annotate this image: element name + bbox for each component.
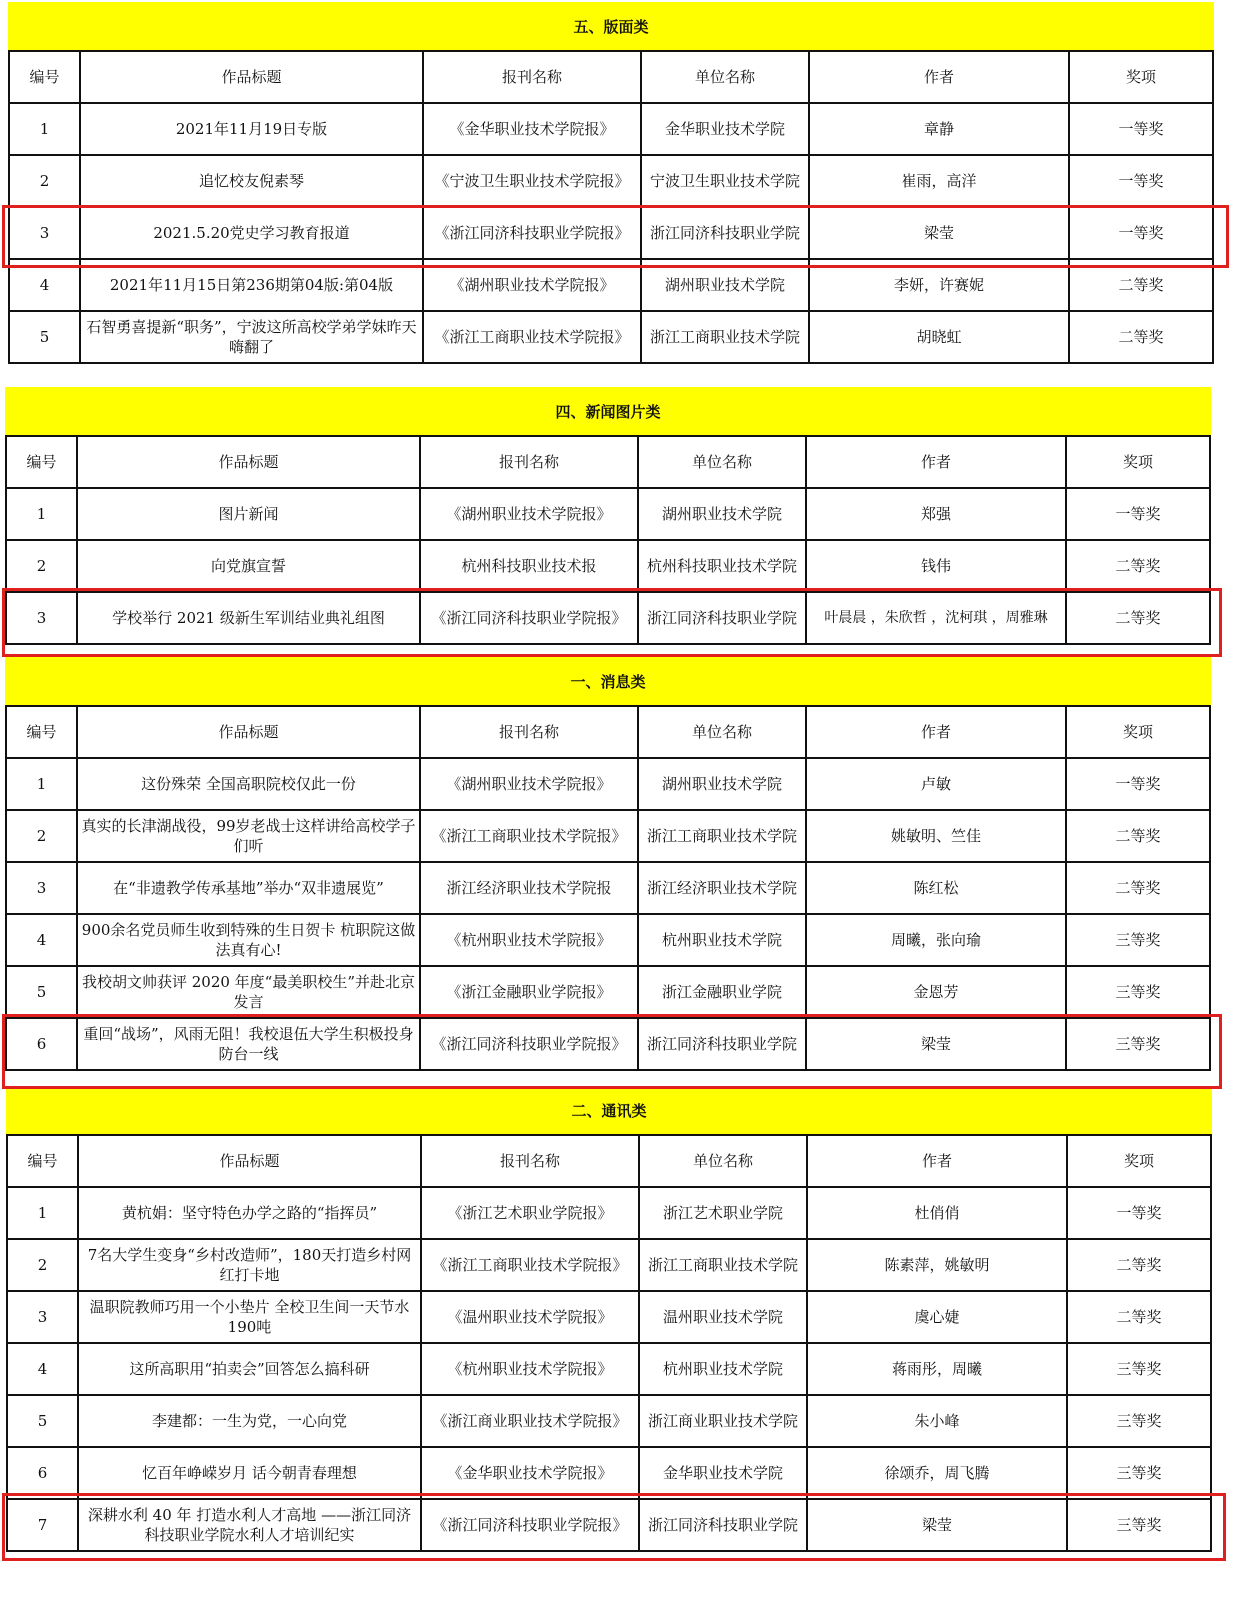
cell-award: 二等奖 bbox=[1069, 311, 1213, 363]
cell-publication: 《浙江同济科技职业学院报》 bbox=[420, 1018, 638, 1070]
header-number: 编号 bbox=[9, 51, 80, 103]
highlight-box bbox=[2, 1493, 1226, 1561]
cell-title: 重回“战场”，风雨无阻！我校退伍大学生积极投身防台一线 bbox=[77, 1018, 420, 1070]
cell-publication: 《浙江同济科技职业学院报》 bbox=[421, 1499, 639, 1551]
cell-publication: 《湖州职业技术学院报》 bbox=[420, 758, 638, 810]
cell-title: 在“非遗教学传承基地”举办“双非遗展览” bbox=[77, 862, 420, 914]
highlight-box bbox=[2, 588, 1222, 657]
cell-title: 图片新闻 bbox=[77, 488, 420, 540]
cell-number: 4 bbox=[6, 914, 77, 966]
cell-author: 姚敏明、竺佳 bbox=[806, 810, 1066, 862]
header-award: 奖项 bbox=[1066, 436, 1210, 488]
cell-author: 梁莹 bbox=[806, 1018, 1066, 1070]
cell-unit: 浙江同济科技职业学院 bbox=[638, 592, 806, 644]
cell-author: 梁莹 bbox=[809, 207, 1069, 259]
header-unit: 单位名称 bbox=[638, 706, 806, 758]
cell-number: 1 bbox=[7, 1187, 78, 1239]
cell-title: 2021年11月19日专版 bbox=[80, 103, 423, 155]
section-correspondence bbox=[6, 1086, 1212, 1552]
table-row bbox=[6, 758, 1210, 810]
cell-author: 虞心婕 bbox=[807, 1291, 1067, 1343]
cell-award: 二等奖 bbox=[1066, 592, 1210, 644]
cell-title: 忆百年峥嵘岁月 话今朝青春理想 bbox=[78, 1447, 421, 1499]
header-number: 编号 bbox=[7, 1135, 78, 1187]
table-row bbox=[7, 1187, 1211, 1239]
cell-title: 真实的长津湖战役，99岁老战士这样讲给高校学子们听 bbox=[77, 810, 420, 862]
section-title: 一、消息类 bbox=[5, 657, 1211, 705]
cell-publication: 《浙江商业职业技术学院报》 bbox=[421, 1395, 639, 1447]
section-title: 二、通讯类 bbox=[6, 1086, 1212, 1134]
cell-title: 2021.5.20党史学习教育报道 bbox=[80, 207, 423, 259]
table-row bbox=[7, 1395, 1211, 1447]
cell-author: 郑强 bbox=[806, 488, 1066, 540]
header-publication: 报刊名称 bbox=[420, 706, 638, 758]
cell-publication: 《浙江工商职业技术学院报》 bbox=[420, 810, 638, 862]
table-row bbox=[9, 103, 1213, 155]
cell-number: 2 bbox=[6, 540, 77, 592]
cell-award: 三等奖 bbox=[1066, 1018, 1210, 1070]
cell-title: 黄杭娟：坚守特色办学之路的“指挥员” bbox=[78, 1187, 421, 1239]
highlight-box bbox=[2, 205, 1229, 268]
cell-unit: 金华职业技术学院 bbox=[641, 103, 809, 155]
cell-title: 这所高职用“拍卖会”回答怎么搞科研 bbox=[78, 1343, 421, 1395]
cell-number: 5 bbox=[7, 1395, 78, 1447]
cell-award: 二等奖 bbox=[1066, 540, 1210, 592]
cell-award: 二等奖 bbox=[1069, 259, 1213, 311]
cell-publication: 《杭州职业技术学院报》 bbox=[421, 1343, 639, 1395]
cell-award: 一等奖 bbox=[1069, 155, 1213, 207]
table-row bbox=[7, 1343, 1211, 1395]
cell-award: 一等奖 bbox=[1067, 1187, 1211, 1239]
cell-number: 1 bbox=[9, 103, 80, 155]
cell-publication: 杭州科技职业技术报 bbox=[420, 540, 638, 592]
cell-number: 4 bbox=[7, 1343, 78, 1395]
cell-unit: 宁波卫生职业技术学院 bbox=[641, 155, 809, 207]
cell-publication: 《浙江工商职业技术学院报》 bbox=[423, 311, 641, 363]
header-publication: 报刊名称 bbox=[421, 1135, 639, 1187]
cell-publication: 《金华职业技术学院报》 bbox=[421, 1447, 639, 1499]
cell-award: 二等奖 bbox=[1066, 810, 1210, 862]
cell-award: 三等奖 bbox=[1066, 914, 1210, 966]
table-header-row bbox=[6, 706, 1210, 758]
cell-unit: 浙江商业职业技术学院 bbox=[639, 1395, 807, 1447]
cell-title: 学校举行 2021 级新生军训结业典礼组图 bbox=[77, 592, 420, 644]
cell-author: 叶晨晨 ，朱欣哲 ，沈柯琪 ，周雅琳 bbox=[806, 592, 1066, 644]
cell-unit: 湖州职业技术学院 bbox=[641, 259, 809, 311]
cell-number: 7 bbox=[7, 1499, 78, 1551]
cell-title: 向党旗宣誓 bbox=[77, 540, 420, 592]
cell-title: 温职院教师巧用一个小垫片 全校卫生间一天节水190吨 bbox=[78, 1291, 421, 1343]
cell-publication: 《浙江金融职业学院报》 bbox=[420, 966, 638, 1018]
cell-publication: 《杭州职业技术学院报》 bbox=[420, 914, 638, 966]
cell-number: 6 bbox=[6, 1018, 77, 1070]
cell-unit: 杭州科技职业技术学院 bbox=[638, 540, 806, 592]
table-row bbox=[7, 1239, 1211, 1291]
cell-number: 1 bbox=[6, 488, 77, 540]
cell-author: 梁莹 bbox=[807, 1499, 1067, 1551]
table-header-row bbox=[7, 1135, 1211, 1187]
cell-award: 三等奖 bbox=[1067, 1343, 1211, 1395]
header-title: 作品标题 bbox=[77, 706, 420, 758]
table-row bbox=[6, 966, 1210, 1018]
cell-award: 三等奖 bbox=[1067, 1499, 1211, 1551]
cell-unit: 浙江工商职业技术学院 bbox=[639, 1239, 807, 1291]
header-author: 作者 bbox=[809, 51, 1069, 103]
cell-author: 卢敏 bbox=[806, 758, 1066, 810]
header-award: 奖项 bbox=[1066, 706, 1210, 758]
table-row bbox=[7, 1447, 1211, 1499]
cell-title: 7名大学生变身“乡村改造师”，180天打造乡村网红打卡地 bbox=[78, 1239, 421, 1291]
cell-publication: 《湖州职业技术学院报》 bbox=[420, 488, 638, 540]
header-publication: 报刊名称 bbox=[420, 436, 638, 488]
section-title: 四、新闻图片类 bbox=[5, 387, 1211, 435]
cell-author: 陈红松 bbox=[806, 862, 1066, 914]
section-layout bbox=[8, 2, 1214, 364]
cell-author: 钱伟 bbox=[806, 540, 1066, 592]
cell-unit: 杭州职业技术学院 bbox=[638, 914, 806, 966]
cell-unit: 浙江同济科技职业学院 bbox=[639, 1499, 807, 1551]
cell-unit: 浙江工商职业技术学院 bbox=[641, 311, 809, 363]
cell-author: 李妍，许赛妮 bbox=[809, 259, 1069, 311]
cell-number: 4 bbox=[9, 259, 80, 311]
cell-award: 二等奖 bbox=[1067, 1291, 1211, 1343]
cell-publication: 《宁波卫生职业技术学院报》 bbox=[423, 155, 641, 207]
cell-award: 一等奖 bbox=[1069, 103, 1213, 155]
header-award: 奖项 bbox=[1069, 51, 1213, 103]
cell-number: 5 bbox=[9, 311, 80, 363]
header-title: 作品标题 bbox=[77, 436, 420, 488]
cell-award: 一等奖 bbox=[1066, 488, 1210, 540]
cell-number: 2 bbox=[7, 1239, 78, 1291]
cell-author: 金恩芳 bbox=[806, 966, 1066, 1018]
cell-number: 2 bbox=[9, 155, 80, 207]
cell-number: 6 bbox=[7, 1447, 78, 1499]
section-messages bbox=[5, 657, 1211, 1071]
cell-award: 一等奖 bbox=[1069, 207, 1213, 259]
cell-author: 杜俏俏 bbox=[807, 1187, 1067, 1239]
cell-author: 崔雨，高洋 bbox=[809, 155, 1069, 207]
table-row bbox=[6, 914, 1210, 966]
cell-unit: 浙江同济科技职业学院 bbox=[641, 207, 809, 259]
cell-number: 3 bbox=[9, 207, 80, 259]
cell-unit: 温州职业技术学院 bbox=[639, 1291, 807, 1343]
cell-award: 三等奖 bbox=[1066, 966, 1210, 1018]
cell-title: 900余名党员师生收到特殊的生日贺卡 杭职院这做法真有心! bbox=[77, 914, 420, 966]
header-unit: 单位名称 bbox=[638, 436, 806, 488]
cell-publication: 《浙江同济科技职业学院报》 bbox=[423, 207, 641, 259]
cell-unit: 杭州职业技术学院 bbox=[639, 1343, 807, 1395]
cell-author: 陈素萍，姚敏明 bbox=[807, 1239, 1067, 1291]
table-row bbox=[6, 540, 1210, 592]
cell-number: 3 bbox=[7, 1291, 78, 1343]
header-publication: 报刊名称 bbox=[423, 51, 641, 103]
header-author: 作者 bbox=[807, 1135, 1067, 1187]
cell-number: 3 bbox=[6, 592, 77, 644]
header-title: 作品标题 bbox=[80, 51, 423, 103]
cell-award: 二等奖 bbox=[1066, 862, 1210, 914]
section-title: 五、版面类 bbox=[8, 2, 1214, 50]
header-author: 作者 bbox=[806, 436, 1066, 488]
header-title: 作品标题 bbox=[78, 1135, 421, 1187]
table-row bbox=[7, 1291, 1211, 1343]
cell-publication: 《浙江同济科技职业学院报》 bbox=[420, 592, 638, 644]
cell-title: 我校胡文帅获评 2020 年度“最美职校生”并赴北京发言 bbox=[77, 966, 420, 1018]
cell-number: 3 bbox=[6, 862, 77, 914]
header-unit: 单位名称 bbox=[641, 51, 809, 103]
table-row bbox=[6, 810, 1210, 862]
table-header-row bbox=[9, 51, 1213, 103]
table-row bbox=[6, 488, 1210, 540]
cell-unit: 浙江工商职业技术学院 bbox=[638, 810, 806, 862]
cell-unit: 浙江经济职业技术学院 bbox=[638, 862, 806, 914]
table-header-row bbox=[6, 436, 1210, 488]
cell-title: 2021年11月15日第236期第04版:第04版 bbox=[80, 259, 423, 311]
header-number: 编号 bbox=[6, 436, 77, 488]
cell-publication: 《浙江工商职业技术学院报》 bbox=[421, 1239, 639, 1291]
cell-award: 二等奖 bbox=[1067, 1239, 1211, 1291]
cell-unit: 浙江艺术职业学院 bbox=[639, 1187, 807, 1239]
awards-table bbox=[6, 1134, 1212, 1552]
cell-award: 一等奖 bbox=[1066, 758, 1210, 810]
table-row bbox=[6, 862, 1210, 914]
cell-publication: 浙江经济职业技术学院报 bbox=[420, 862, 638, 914]
cell-title: 深耕水利 40 年 打造水利人才高地 ——浙江同济科技职业学院水利人才培训纪实 bbox=[78, 1499, 421, 1551]
cell-number: 2 bbox=[6, 810, 77, 862]
table-row bbox=[9, 311, 1213, 363]
cell-publication: 《金华职业技术学院报》 bbox=[423, 103, 641, 155]
cell-title: 石智勇喜提新“职务”，宁波这所高校学弟学妹昨天嗨翻了 bbox=[80, 311, 423, 363]
cell-publication: 《温州职业技术学院报》 bbox=[421, 1291, 639, 1343]
header-unit: 单位名称 bbox=[639, 1135, 807, 1187]
cell-author: 徐颂乔，周飞腾 bbox=[807, 1447, 1067, 1499]
cell-award: 三等奖 bbox=[1067, 1395, 1211, 1447]
cell-unit: 湖州职业技术学院 bbox=[638, 488, 806, 540]
cell-author: 周曦，张向瑜 bbox=[806, 914, 1066, 966]
cell-title: 追忆校友倪素琴 bbox=[80, 155, 423, 207]
cell-unit: 金华职业技术学院 bbox=[639, 1447, 807, 1499]
cell-publication: 《湖州职业技术学院报》 bbox=[423, 259, 641, 311]
cell-title: 这份殊荣 全国高职院校仅此一份 bbox=[77, 758, 420, 810]
cell-author: 胡晓虹 bbox=[809, 311, 1069, 363]
cell-number: 1 bbox=[6, 758, 77, 810]
cell-author: 章静 bbox=[809, 103, 1069, 155]
cell-unit: 浙江金融职业学院 bbox=[638, 966, 806, 1018]
cell-number: 5 bbox=[6, 966, 77, 1018]
header-author: 作者 bbox=[806, 706, 1066, 758]
header-number: 编号 bbox=[6, 706, 77, 758]
cell-title: 李建都：一生为党，一心向党 bbox=[78, 1395, 421, 1447]
cell-publication: 《浙江艺术职业学院报》 bbox=[421, 1187, 639, 1239]
cell-author: 蒋雨彤，周曦 bbox=[807, 1343, 1067, 1395]
header-award: 奖项 bbox=[1067, 1135, 1211, 1187]
cell-author: 朱小峰 bbox=[807, 1395, 1067, 1447]
cell-award: 三等奖 bbox=[1067, 1447, 1211, 1499]
cell-unit: 浙江同济科技职业学院 bbox=[638, 1018, 806, 1070]
cell-unit: 湖州职业技术学院 bbox=[638, 758, 806, 810]
table-row bbox=[9, 155, 1213, 207]
highlight-box bbox=[2, 1014, 1222, 1089]
